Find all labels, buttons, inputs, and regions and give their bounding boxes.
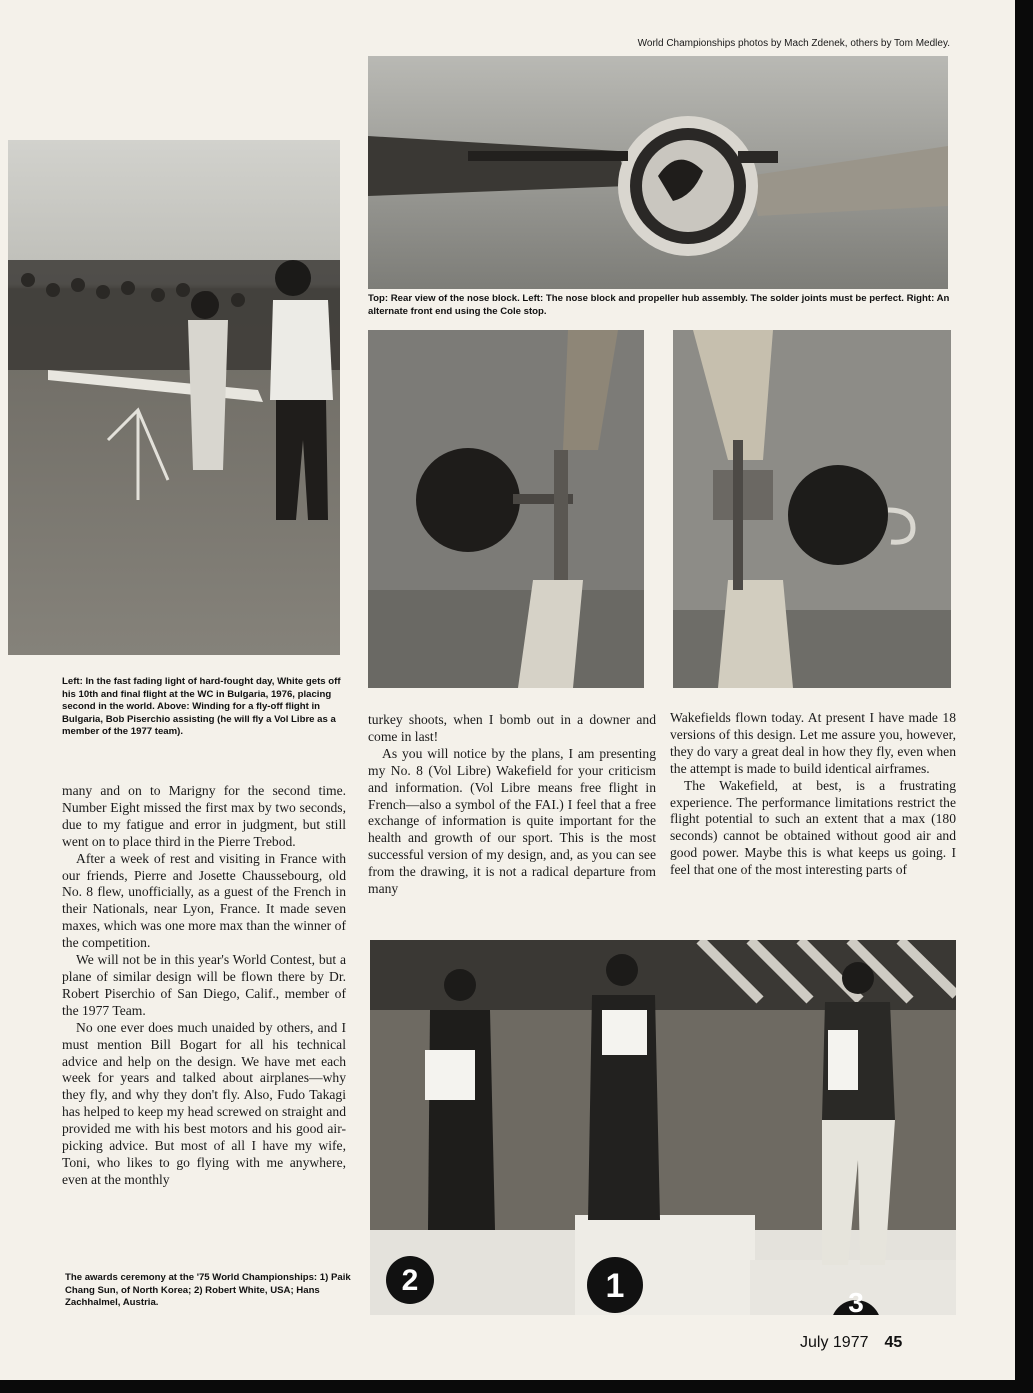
cole-stop-illustration <box>673 330 951 688</box>
photo-cole-stop-front-end <box>673 330 951 688</box>
paragraph: As you will notice by the plans, I am presenting my No. 8 (Vol Libre) Wakefield for your criticism and information. (Vol Libre means free flight in French—also a symbol of the FAI.) I feel that a free exchange of information is quite important for the health and growth of our sport. This is the most successful version of my design, and, as you can see from the drawing, it is not a radical departure from many <box>368 745 656 897</box>
text-column-right <box>670 710 956 879</box>
paragraph: many and on to Marigny for the second time. Number Eight missed the first max by two seconds, due to my fatigue and error in judgment, but still went on to place third in the Pierre Trebod. <box>62 783 346 849</box>
propeller-hub-illustration <box>368 330 644 688</box>
text-column-left <box>62 783 346 1189</box>
winding-flyoff-illustration <box>8 140 340 655</box>
caption-left-photos: Left: In the fast fading light of hard-fought day, White gets off his 10th and final flight at the WC in Bulgaria, 1976, placing second in the world. Above: Winding for a fly-off flight in Bulgaria, Bob Piserchio assisting (he will fly a Vol Libre as a member of the 1977 team). <box>62 676 341 738</box>
photo-winding-flyoff <box>8 140 340 655</box>
paragraph: turkey shoots, when I bomb out in a downer and come in last! <box>368 712 656 744</box>
paragraph: We will not be in this year's World Contest, but a plane of similar design will be flown there by Dr. Robert Piserchio of San Diego, Calif., member of the 1977 Team. <box>62 952 346 1018</box>
podium-number-3: 3 <box>848 1287 864 1315</box>
issue-date: July 1977 <box>800 1334 869 1351</box>
paragraph: No one ever does much unaided by others, and I must mention Bill Bogart for all his technical advice and help on the design. We have met each week for years and talked about airplanes—why they fly, and why they don't fly. Also, Fudo Takagi has helped to keep my head screwed on straight and provided me with his best motors and his good air-picking advice. But most of all I have my wife, Toni, who likes to go flying with me anywhere, even at the monthly <box>62 1019 346 1187</box>
page-number: 45 <box>884 1334 903 1351</box>
photo-nose-block-rear <box>368 56 948 289</box>
podium-number-2: 2 <box>401 1264 419 1297</box>
paragraph: The Wakefield, at best, is a frustrating experience. The performance limitations restrict the flight potential to such an extent that a max (180 seconds) cannot be obtained without good air and good power. Maybe this is what keeps us going. I feel that one of the most interesting parts of <box>670 777 956 878</box>
paragraph: After a week of rest and visiting in France with our friends, Pierre and Josette Chaussebourg, old No. 8 flew, unofficially, as a guest of the French in their Nationals, near Lyon, France. It made seven maxes, which was one more max than the winner of the competition. <box>62 850 346 951</box>
paragraph: Wakefields flown today. At present I have made 18 versions of this design. Let me assure you, however, they do vary a great deal in how they fly, even when the attempt is made to build identical airframes. <box>670 710 956 776</box>
text-column-middle <box>368 712 656 898</box>
caption-nose-block: Top: Rear view of the nose block. Left: The nose block and propeller hub assembly. The solder joints must be perfect. Right: An alternate front end using the Cole stop. <box>368 293 950 317</box>
nose-block-rear-illustration <box>368 56 948 289</box>
photo-credit: World Championships photos by Mach Zdenek, others by Tom Medley. <box>637 38 950 49</box>
podium-number-1: 1 <box>605 1267 625 1305</box>
photo-propeller-hub-assembly <box>368 330 644 688</box>
caption-awards-ceremony: The awards ceremony at the '75 World Championships: 1) Paik Chang Sun, of North Korea; 2) Robert White, USA; Hans Zachhalmel, Austria. <box>65 1272 351 1309</box>
photo-awards-ceremony <box>370 940 956 1315</box>
page-footer <box>800 1334 902 1352</box>
awards-ceremony-illustration <box>370 940 956 1315</box>
